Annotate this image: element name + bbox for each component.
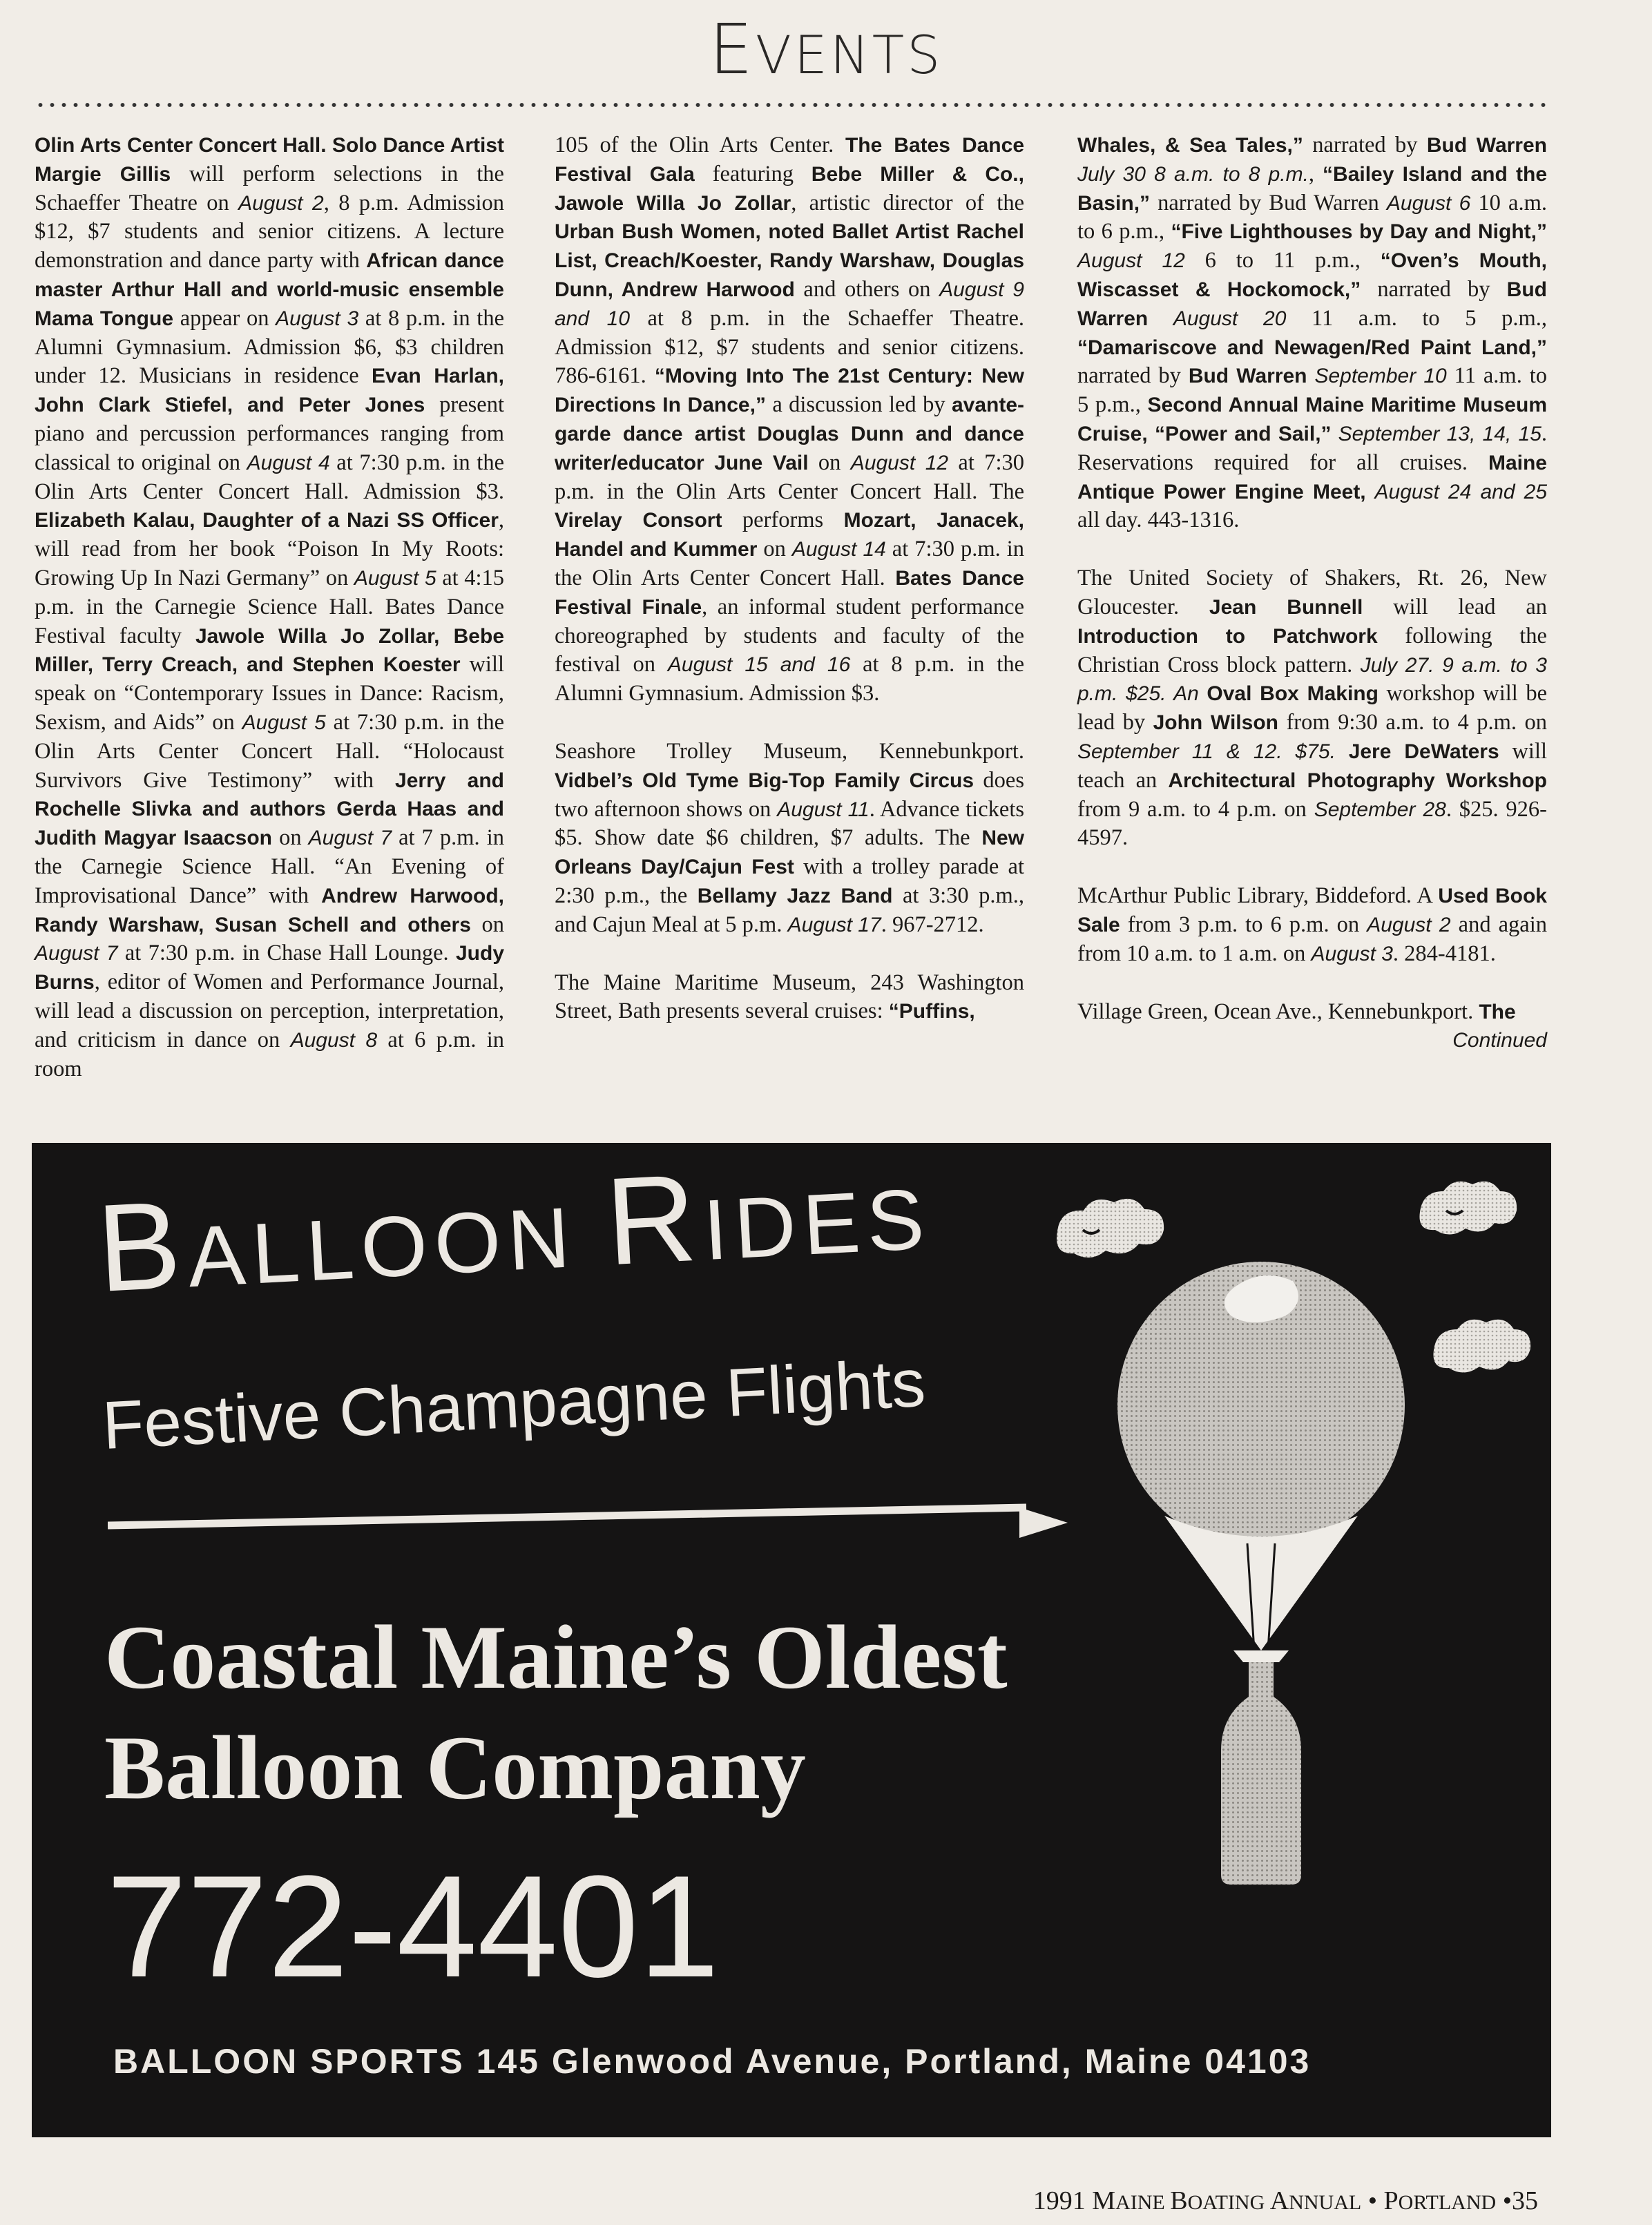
event-text: . 967-2712.	[881, 912, 984, 937]
title-initial: E	[709, 9, 756, 90]
event-paragraph	[1077, 998, 1547, 1056]
event-highlight: African dance master Arthur Hall and world-music ensemble Mama Tongue	[35, 249, 504, 330]
event-highlight: Jean Bunnell	[1209, 595, 1363, 619]
event-text: , an informal student performance choreographed by students and faculty of the festival on	[555, 594, 1024, 677]
event-highlight: Bud Warren	[1077, 278, 1547, 330]
event-text	[1336, 739, 1349, 764]
ad-phone-number: 772-4401	[106, 1845, 720, 2007]
event-highlight: “Damariscove and Newagen/Red Paint Land,”	[1077, 336, 1547, 359]
balloon-rides-advertisement	[32, 1143, 1551, 2137]
event-text	[1148, 306, 1173, 331]
event-text: does two afternoon shows on	[555, 767, 1024, 822]
event-text: , will read from her book “Poison In My Roots: Growing Up In Nazi Germany” on	[35, 508, 504, 590]
event-highlight: John Wilson	[1153, 711, 1278, 735]
page-title	[0, 9, 1652, 90]
event-text: at 8 p.m. in the Alumni Gymnasium. Admission $6, $3 children under 12. Musicians in residence	[35, 305, 505, 389]
event-text: at 7 p.m. in the Carnegie Science Hall. “An Evening of Improvisational Dance” with	[35, 825, 505, 908]
footer-text: M	[1092, 2186, 1116, 2215]
event-text: will speak on “Contemporary Issues in Dance: Racism, Sexism, and Aids” on	[35, 652, 505, 735]
event-text: narrated by	[1303, 133, 1427, 157]
event-text: from 3 p.m. to 6 p.m. on	[1120, 912, 1367, 937]
ad-headline	[104, 1602, 1008, 1823]
event-text: will teach an	[1077, 738, 1547, 793]
event-text	[1332, 421, 1338, 446]
continued-label: Continued	[1452, 1029, 1547, 1052]
ad-title-initial-r: R	[602, 1148, 707, 1292]
event-text: , editor of Women and Performance Journal, will lead a discussion on perception, interpretation, and criticism in dance on	[35, 970, 504, 1052]
event-text: 11 a.m. to 5 p.m.,	[1286, 305, 1548, 331]
ad-tagline: Festive Champagne Flights	[100, 1344, 928, 1463]
event-highlight: The Bates Dance Festival Gala	[555, 134, 1024, 186]
footer-year: 1991	[1032, 2186, 1093, 2215]
event-text: at 6 p.m. in room	[35, 1027, 505, 1081]
event-text: The Maine Maritime Museum, 243 Washington Street, Bath presents several cruises:	[555, 970, 1024, 1024]
event-date: August 12	[1077, 249, 1185, 273]
page-footer	[1033, 2188, 1538, 2214]
events-column-1	[35, 131, 504, 1083]
event-text: at 8 p.m. in the Alumni Gymnasium. Admission $3.	[555, 652, 1024, 706]
event-text: present piano and percussion performances ranging from classical to original on	[35, 392, 505, 475]
event-text: following the Christian Cross block pattern.	[1077, 623, 1547, 677]
event-text: and again from 10 a.m. to 1 a.m. on	[1077, 912, 1548, 966]
footer-text: NNUAL	[1289, 2191, 1362, 2214]
cloud-icon	[1057, 1199, 1164, 1258]
event-highlight: Maine Antique Power Engine Meet,	[1077, 451, 1547, 503]
event-highlight: Olin Arts Center Concert Hall. Solo Dance Artist Margie Gillis	[35, 134, 504, 186]
event-date: August 12	[850, 451, 949, 474]
footer-text: AINE	[1115, 2191, 1171, 2214]
event-paragraph	[555, 969, 1024, 1027]
event-highlight: Jerry and Rochelle Slivka and authors Gerda Haas and Judith Magyar Isaacson	[35, 769, 505, 850]
event-paragraph	[555, 131, 1024, 709]
event-text: at 7:30 p.m. in the Olin Arts Center Concert Hall.	[555, 537, 1025, 590]
event-date: July 27. 9 a.m. to 3 p.m. $25. An	[1077, 653, 1547, 706]
event-text: at 3:30 p.m., and Cajun Meal at 5 p.m.	[555, 883, 1025, 937]
event-date: August 3	[276, 307, 359, 330]
ad-address: BALLOON SPORTS 145 Glenwood Avenue, Portland, Maine 04103	[113, 2042, 1312, 2081]
event-highlight: Bellamy Jazz Band	[697, 884, 893, 907]
event-highlight: Oval Box Making	[1207, 682, 1379, 706]
event-date: August 4	[247, 451, 330, 474]
events-column-3	[1077, 131, 1547, 1055]
event-date: August 5	[242, 711, 326, 734]
event-text: The United Society of Shakers, Rt. 26, New Gloucester.	[1077, 566, 1547, 619]
ad-title-initial-b: B	[94, 1175, 191, 1318]
event-date: August 17	[787, 913, 881, 936]
event-text	[1199, 681, 1207, 706]
event-paragraph	[1077, 564, 1547, 853]
event-text: 11 a.m. to 5 p.m.,	[1077, 363, 1548, 418]
event-highlight: Vidbel’s Old Tyme Big-Top Family Circus	[555, 769, 974, 792]
event-date: September 11 & 12. $75.	[1077, 740, 1336, 763]
event-highlight: Introduction to Patchwork	[1077, 624, 1378, 648]
event-text: at 4:15 p.m. in the Carnegie Science Hall. Bates Dance Festival faculty	[35, 565, 504, 648]
event-paragraph	[1077, 882, 1547, 968]
event-date: August 20	[1173, 307, 1287, 330]
page-number: 35	[1512, 2186, 1538, 2215]
event-date: August 9 and 10	[555, 278, 1024, 330]
event-date: August 15 and 16	[667, 653, 851, 677]
event-text: will perform selections in the Schaeffer Theatre on	[35, 161, 504, 215]
footer-text: ORTLAND	[1398, 2191, 1497, 2214]
footer-text: A	[1269, 2186, 1289, 2215]
event-highlight: avante-garde dance artist Douglas Dunn and dance writer/educator June Vail	[555, 394, 1024, 474]
event-text: on	[470, 912, 504, 937]
cloud-icon	[1433, 1320, 1530, 1373]
ad-title-word-1: ALLOON	[185, 1188, 610, 1306]
event-text: 6 to 11 p.m.,	[1184, 248, 1381, 273]
champagne-bottle-icon	[1221, 1650, 1301, 1885]
footer-text: B	[1170, 2186, 1188, 2215]
event-paragraph	[35, 131, 504, 1083]
event-date: August 7	[308, 827, 392, 850]
event-text: . $25. 926-4597.	[1077, 796, 1547, 851]
event-highlight: “Bailey Island and the Basin,”	[1077, 162, 1548, 215]
event-text: McArthur Public Library, Biddeford. A	[1077, 883, 1439, 909]
event-date: August 2	[1367, 913, 1451, 936]
event-text: featuring	[694, 161, 811, 186]
event-highlight: Bud Warren	[1426, 134, 1547, 157]
event-text: at 7:30 p.m. in the Olin Arts Center Concert Hall. “Holocaust Survivors Give Testimony” with	[35, 709, 504, 793]
event-text: appear on	[173, 305, 276, 331]
event-text: on	[757, 537, 792, 562]
event-text: ,	[1308, 161, 1323, 186]
event-highlight: Bebe Miller & Co., Jawole Willa Jo Zollar	[555, 162, 1024, 215]
event-date: September 28	[1314, 798, 1446, 821]
event-text: . 284-4181.	[1392, 941, 1496, 966]
event-text: on	[272, 825, 309, 851]
event-text: and others on	[794, 276, 940, 302]
event-paragraph	[555, 738, 1024, 940]
event-highlight: Evan Harlan, John Clark Stiefel, and Peter Jones	[35, 365, 504, 417]
ad-title-word-2: IDES	[701, 1171, 934, 1279]
arrow-line	[108, 1502, 1033, 1530]
events-column-2	[555, 131, 1024, 1026]
event-text: 105 of the Olin Arts Center.	[555, 133, 845, 157]
event-highlight: Urban Bush Women, noted Ballet Artist Rachel List, Creach/Koester, Randy Warshaw, Douglas Dunn, Andrew Harwood	[555, 220, 1024, 301]
event-highlight: “Moving Into The 21st Century: New Directions In Dance,”	[555, 365, 1024, 417]
event-text: will lead an	[1363, 594, 1547, 619]
event-date: August 11	[777, 798, 870, 821]
event-highlight: “Puffins,	[888, 1000, 975, 1023]
event-text: . Advance tickets $5. Show date $6 children, $7 adults. The	[555, 796, 1024, 851]
event-text: at 7:30 p.m. in the Olin Arts Center Concert Hall. The	[555, 450, 1024, 504]
balloon-icon	[1117, 1262, 1405, 1650]
footer-separator: •	[1361, 2186, 1384, 2215]
event-text: at 7:30 p.m. in Chase Hall Lounge.	[117, 941, 456, 966]
footer-separator: •	[1496, 2186, 1512, 2215]
event-highlight: Whales, & Sea Tales,”	[1077, 134, 1303, 157]
event-text: workshop will be lead by	[1077, 681, 1548, 735]
event-text: a discussion led by	[765, 392, 952, 418]
ad-headline-line-1: Coastal Maine’s Oldest	[104, 1606, 1008, 1708]
ad-headline-line-2: Balloon Company	[104, 1717, 806, 1818]
footer-text: OATING	[1187, 2191, 1270, 2214]
event-highlight: New Orleans Day/Cajun Fest	[555, 827, 1024, 879]
footer-text: P	[1383, 2186, 1399, 2215]
event-date: September 13, 14, 15	[1338, 422, 1541, 445]
event-highlight: Mozart, Janacek, Handel and Kummer	[555, 509, 1024, 561]
cloud-icon	[1419, 1182, 1517, 1235]
event-text: . Reservations required for all cruises.	[1077, 421, 1548, 475]
event-date: August 6	[1386, 191, 1471, 215]
event-highlight: Bates Dance Festival Finale	[555, 566, 1024, 619]
event-text: 10 a.m. to 6 p.m.,	[1077, 190, 1547, 244]
event-text: on	[808, 450, 851, 475]
title-rest: VENTS	[755, 24, 943, 86]
event-text: , 8 p.m. Admission $12, $7 students and senior citizens. A lecture demonstration and dance party with	[35, 190, 504, 273]
event-date: August 7	[35, 942, 118, 965]
event-highlight: “Oven’s Mouth, Wiscasset & Hockomock,”	[1077, 249, 1547, 301]
event-highlight: Judy Burns	[35, 942, 505, 994]
event-date: August 2	[238, 191, 324, 215]
event-highlight: Jawole Willa Jo Zollar, Bebe Miller, Terry Creach, and Stephen Koester	[35, 624, 504, 677]
event-text	[1307, 363, 1315, 388]
event-date: August 3	[1311, 942, 1393, 965]
event-text: from 9:30 a.m. to 4 p.m. on	[1278, 710, 1547, 735]
event-text: performs	[722, 508, 844, 533]
event-highlight: Elizabeth Kalau, Daughter of a Nazi SS Officer	[35, 509, 499, 532]
event-text: , artistic director of the	[791, 190, 1025, 215]
event-text: narrated by	[1361, 276, 1507, 302]
event-text: with a trolley parade at 2:30 p.m., the	[555, 854, 1024, 908]
event-highlight: Second Annual Maine Maritime Museum Cruise, “Power and Sail,”	[1077, 394, 1547, 445]
event-highlight: Jere DeWaters	[1348, 740, 1499, 763]
event-text: at 8 p.m. in the Schaeffer Theatre. Admission $12, $7 students and senior citizens. 786-6161.	[555, 305, 1024, 389]
event-text: from 9 a.m. to 4 p.m. on	[1077, 796, 1314, 822]
event-date: September 10	[1314, 365, 1447, 388]
event-date: August 8	[290, 1028, 378, 1052]
event-highlight: Used Book Sale	[1077, 885, 1547, 936]
event-text: all day. 443-1316.	[1077, 508, 1240, 533]
dotted-divider	[35, 102, 1550, 108]
event-highlight: Bud Warren	[1188, 365, 1307, 388]
event-date: August 5	[354, 566, 436, 590]
event-text: narrated by Bud Warren	[1150, 190, 1387, 215]
event-highlight: Virelay Consort	[555, 509, 722, 532]
event-highlight: “Five Lighthouses by Day and Night,”	[1171, 220, 1547, 244]
event-text	[1366, 479, 1375, 504]
event-highlight: Andrew Harwood, Randy Warshaw, Susan Schell and others	[35, 884, 504, 936]
event-paragraph	[1077, 131, 1547, 535]
event-text: Village Green, Ocean Ave., Kennebunkport.	[1077, 999, 1479, 1024]
event-text: narrated by	[1077, 363, 1189, 389]
event-text: at 7:30 p.m. in the Olin Arts Center Concert Hall. Admission $3.	[35, 450, 504, 504]
event-highlight: The	[1479, 1000, 1516, 1023]
event-highlight: Architectural Photography Workshop	[1168, 769, 1548, 792]
event-text: Seashore Trolley Museum, Kennebunkport.	[555, 738, 1024, 764]
event-date: August 24 and 25	[1374, 480, 1548, 503]
event-date: July 30 8 a.m. to 8 p.m.	[1077, 162, 1309, 186]
event-date: August 14	[791, 538, 886, 561]
